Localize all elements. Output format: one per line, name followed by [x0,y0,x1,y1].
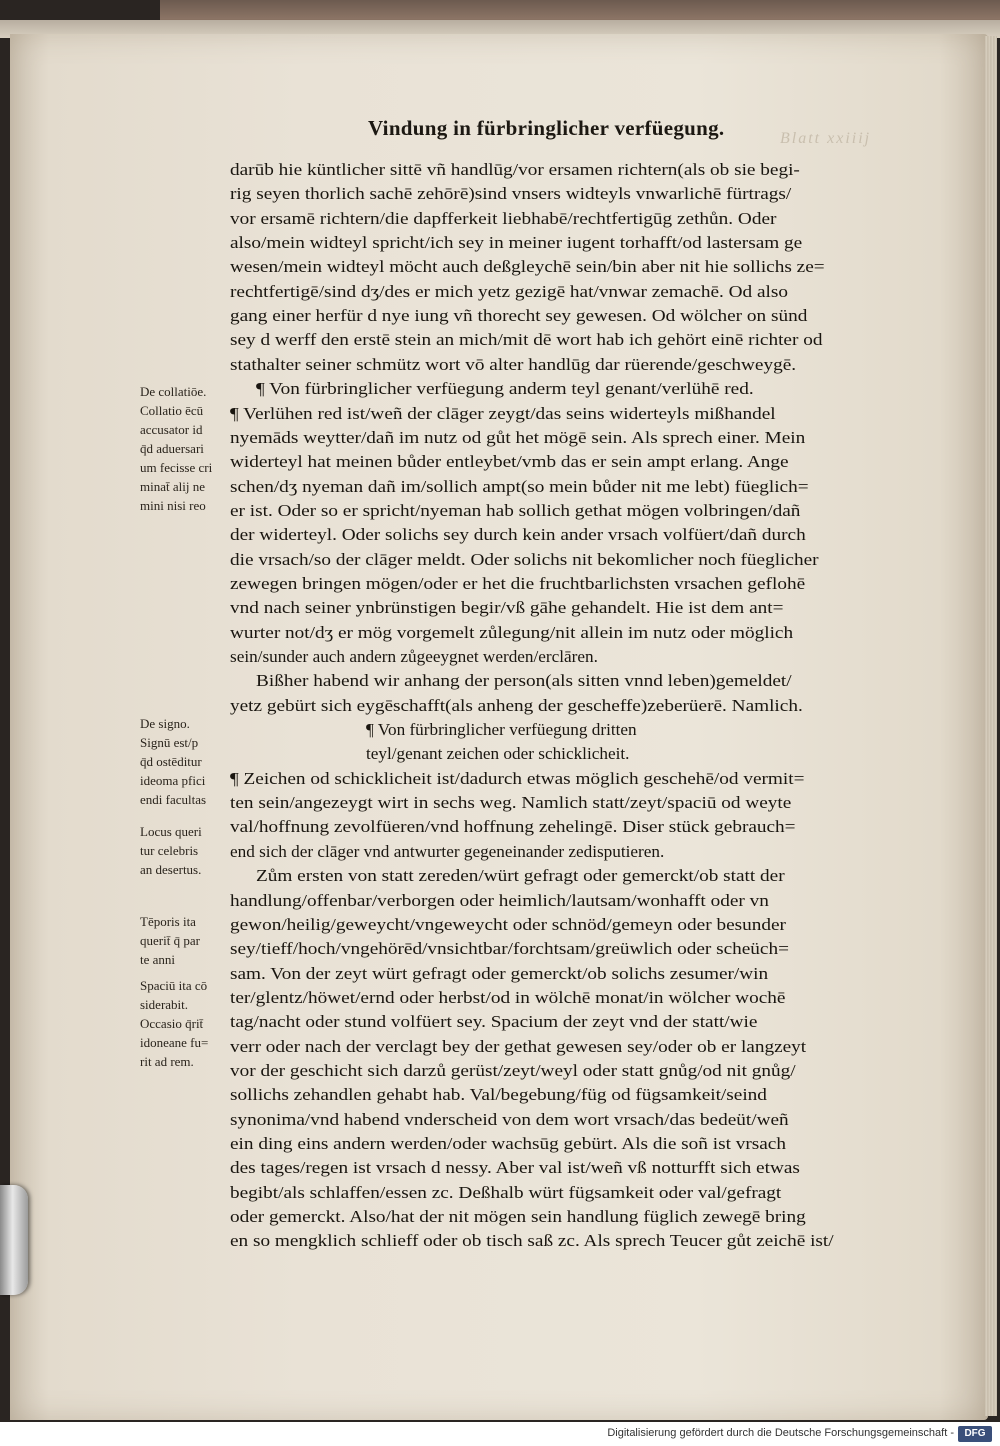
margin-line: endi facultas [140,792,207,807]
text-line: widerteyl hat meinen bůder entleybet/vmb das er sein ampt erlang. Ange [230,452,789,472]
margin-line: Spaciū ita cō [140,978,208,993]
text-line: nyemāds weytter/dañ im nutz od gůt het mögē sein. Als sprech einer. Mein [230,427,806,447]
text-line: vor ersamē richtern/die dapfferkeit liebhabē/rechtfertigūg zethůn. Oder [230,208,777,228]
margin-line: Signū est/p [140,735,199,750]
text-line: tag/nacht oder stund volfüert sey. Spacium der zeyt vnd der statt/wie [230,1012,758,1032]
text-line: also/mein widteyl spricht/ich sey in meiner iugent torhafft/od lastersam ge [230,233,803,253]
text-line: Bißher habend wir anhang der person(als sitten vnnd leben)gemeldet/ [256,671,792,691]
text-line: sein/sunder auch andern zůgeeygnet werden/erclāren. [230,647,598,666]
text-line: ¶ Zeichen od schicklicheit ist/dadurch etwas möglich geschehē/od vermit= [230,768,805,788]
margin-note-spacium [140,976,228,1071]
margin-note-signo [140,714,228,809]
text-line: zewegen bringen mögen/oder er het die fruchtbarlichsten vrsachen geflohē [230,573,806,593]
margin-note-collatione [140,382,228,515]
margin-line: ideoma pfici [140,773,206,788]
margin-note-locus [140,822,228,879]
margin-line: rit ad rem. [140,1054,194,1069]
text-line: wesen/mein widteyl möcht auch deßgleychē sein/bin aber nit hie sollichs ze= [230,257,825,277]
margin-line: Collatio ēcū [140,403,204,418]
margin-line: De collatiōe. [140,384,207,399]
margin-line: an desertus. [140,862,202,877]
margin-line: accusator id [140,422,203,437]
text-line: der widerteyl. Oder solichs sey durch kein ander vrsach volfüert/dañ durch [230,525,806,545]
text-line: schen/dʒ nyeman dañ im/sollich ampt(so mein bůder nit me lebt) füeglich= [230,476,809,496]
text-line: wurter not/dʒ er mög vorgemelt zůlegung/nit allein im nutz oder möglich [230,622,794,642]
text-line: vor der geschicht sich darzů gerüst/zeyt/weyl oder statt gnůg/od nit gnůg/ [230,1060,796,1080]
margin-line: q̄d ostēditur [140,754,202,769]
text-line: synonima/vnd habend vnderscheid von dem wort vrsach/das bedeüt/weñ [230,1109,789,1129]
text-line: oder gemerckt. Also/hat der nit mögen sein handlung füglich zewegē bring [230,1207,806,1227]
text-line: darūb hie küntlicher sittē vñ handlūg/vor ersamen richtern(als ob sie begi- [230,160,800,179]
text-line: gewon/heilig/geweycht/vngeweycht oder schnöd/gemeyn oder besunder [230,914,786,934]
margin-line: querit̄ q̄ par [140,933,200,948]
text-line: val/hoffnung zevolfüeren/vnd hoffnung zehelingē. Diser stück gebrauch= [230,817,796,837]
margin-note-temporis [140,912,228,969]
text-line: sey/tieff/hoch/vngehörēd/vnsichtbar/forchtsam/greüwlich oder scheüch= [230,939,789,959]
text-line: ten sein/angezeygt wirt in sechs weg. Namlich statt/zeyt/spaciū od weyte [230,793,792,813]
text-line: verr oder nach der verclagt bey der gethat gewesen sey/oder ob er langzeyt [230,1036,807,1056]
text-line: rig seyen thorlich sachē zehōrē)sind vnsers widteyls vnwarlichē fürtrags/ [230,184,792,204]
text-line: handlung/offenbar/verborgen oder heimlich/lautsam/wonhafft oder vn [230,890,769,910]
margin-line: mini nisi reo [140,498,206,513]
text-line: ¶ Verlühen red ist/weñ der clāger zeygt/das seins widerteyls mißhandel [230,403,776,423]
margin-line: um fecisse cri [140,460,213,475]
margin-line: De signo. [140,716,190,731]
text-line: en so mengklich schlieff oder ob tisch saß zc. Als sprech Teucer gůt zeichē ist/ [230,1231,834,1251]
text-line: die vrsach/so der clāger meldt. Oder solichs nit bekomlicher noch füeglicher [230,549,819,569]
margin-line: Occasio q̄rit̄ [140,1016,204,1031]
text-line: yetz gebürt sich eygēschafft(als anheng der gescheffe)zeberüerē. Namlich. [230,695,803,715]
text-line: rechtfertigē/sind dʒ/des er mich yetz gezigē hat/vnwar zemachē. Od also [230,281,789,301]
text-line: begibt/als schlaffen/essen zc. Deßhalb würt fügsamkeit oder val/gefragt [230,1182,782,1202]
text-line: teyl/genant zeichen oder schicklicheit. [366,744,630,764]
text-line: Zům ersten von statt zereden/würt gefragt oder gemerckt/ob statt der [256,866,785,886]
text-line: gang einer herfür d nye iung vñ thorecht sey gewesen. Od wölcher on sünd [230,306,808,326]
text-line: ¶ Von fürbringlicher verfüegung dritten [366,720,637,740]
margin-line: siderabit. [140,997,189,1012]
text-line: ¶ Von fürbringlicher verfüegung anderm teyl genant/verlühē red. [256,379,754,399]
text-line: sey d werff den erstē stein an mich/mit dē wort hab ich gehört einē richter od [230,330,823,350]
text-line: ter/glentz/höwet/ernd oder herbst/od in wölchē monat/in wölcher wochē [230,987,786,1007]
text-line: des tages/regen ist vrsach d nessy. Aber val ist/weñ vß notturfft sich etwas [230,1158,800,1178]
text-line: sam. Von der zeyt würt gefragt oder gemerckt/ob solichs zesumer/win [230,963,769,983]
margin-line: idoneane fu= [140,1035,209,1050]
text-line: stathalter seiner schmütz wort vō alter handlūg dar rüerende/geschweygē. [230,354,797,374]
text-line: vnd nach seiner ynbrünstigen begir/vß gāhe gehandelt. Hie ist dem ant= [230,598,784,618]
ghost-folio: Blatt xxiiij [780,130,872,147]
running-head: Vindung in fürbringlicher verfüegung. [368,116,725,140]
text-line: ein ding eins andern werden/oder wachsūg gebürt. Als die soñ ist vrsach [230,1134,786,1153]
text-line: end sich der clāger vnd antwurter gegeneinander zedisputieren. [230,841,665,861]
margin-line: minat̄ alij ne [140,479,205,494]
text-line: er ist. Oder so er spricht/nyeman hab sollich gethat mögen volbringen/dañ [230,500,801,520]
text-line: sollichs zehandlen gehabt hab. Val/begebung/füg od fügsamkeit/seind [230,1085,767,1105]
dfg-logo-icon: DFG [958,1426,992,1442]
margin-line: Locus queri [140,824,202,839]
margin-line: Tēporis ita [140,914,196,929]
digitization-footer [0,1422,1000,1446]
margin-line: tur celebris [140,843,199,858]
margin-line: q̄d aduersari [140,441,204,456]
funding-credit: Digitalisierung gefördert durch die Deutsche Forschungsgemeinschaft - [607,1427,954,1439]
margin-line: te anni [140,952,176,967]
